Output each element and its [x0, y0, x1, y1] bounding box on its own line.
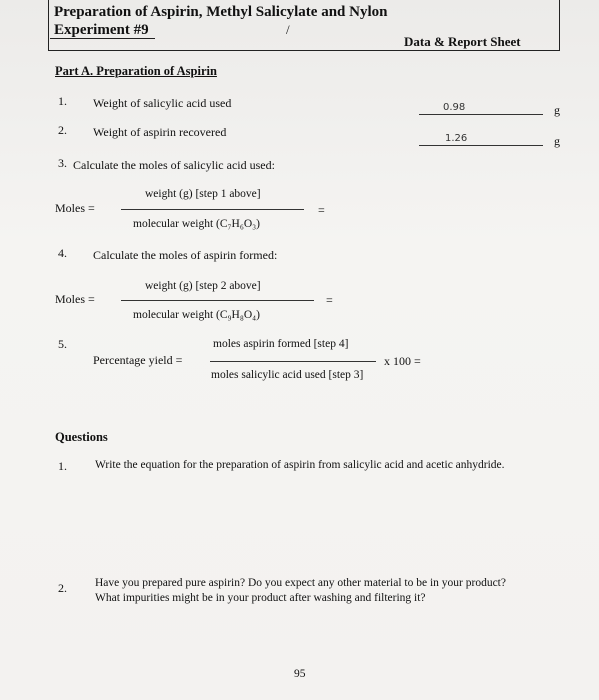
item-2-unit: g	[554, 134, 560, 148]
step-4-denominator: molecular weight (C₉H₈O₄)	[133, 309, 260, 321]
question-2-number: 2.	[58, 581, 67, 595]
data-report-label: Data & Report Sheet	[404, 34, 521, 49]
question-2-line-2: What impurities might be in your product after washing and filtering it?	[95, 592, 426, 604]
step-4-label: Calculate the moles of aspirin formed:	[93, 248, 278, 262]
step-3-numerator: weight (g) [step 1 above]	[145, 188, 261, 200]
step-5-numerator: moles aspirin formed [step 4]	[213, 338, 349, 350]
step-4-equals: =	[326, 293, 333, 307]
step-5-label: Percentage yield =	[93, 353, 183, 367]
tick-mark: /	[286, 22, 290, 37]
step-5-fraction-bar	[210, 361, 376, 362]
question-1-number: 1.	[58, 459, 67, 473]
step-4-numerator: weight (g) [step 2 above]	[145, 280, 261, 292]
step-5-denominator: moles salicylic acid used [step 3]	[211, 369, 364, 381]
step-3-equals: =	[318, 203, 325, 217]
step-3-denominator: molecular weight (C₇H₆O₃)	[133, 218, 260, 230]
step-4-number: 4.	[58, 246, 67, 260]
step-3-label: Calculate the moles of salicylic acid used:	[73, 158, 275, 172]
item-2-number: 2.	[58, 123, 67, 137]
page-title: Preparation of Aspirin, Methyl Salicylate and Nylon	[54, 4, 388, 20]
question-1-text: Write the equation for the preparation of aspirin from salicylic acid and acetic anhydride.	[95, 459, 505, 471]
step-4-fraction-bar	[121, 300, 314, 301]
item-2-answer[interactable]: 1.26	[445, 133, 468, 144]
step-5-number: 5.	[58, 337, 67, 351]
item-1-unit: g	[554, 103, 560, 117]
item-1-number: 1.	[58, 94, 67, 108]
item-2-answer-line	[419, 145, 543, 146]
step-3-fraction-bar	[121, 209, 304, 210]
page-number: 95	[294, 668, 306, 680]
questions-title: Questions	[55, 430, 108, 444]
title-divider	[50, 38, 155, 39]
item-1-answer[interactable]: 0.98	[443, 102, 466, 113]
part-a-title: Part A. Preparation of Aspirin	[55, 64, 217, 78]
experiment-number: Experiment #9	[54, 22, 149, 38]
step-5-multiplier: x 100 =	[384, 354, 421, 368]
step-4-moles-label: Moles =	[55, 292, 95, 306]
step-3-number: 3.	[58, 156, 67, 170]
step-3-moles-label: Moles =	[55, 201, 95, 215]
question-2-line-1: Have you prepared pure aspirin? Do you expect any other material to be in your product?	[95, 577, 506, 589]
item-1-answer-line	[419, 114, 543, 115]
item-1-label: Weight of salicylic acid used	[93, 96, 232, 110]
item-2-label: Weight of aspirin recovered	[93, 125, 227, 139]
